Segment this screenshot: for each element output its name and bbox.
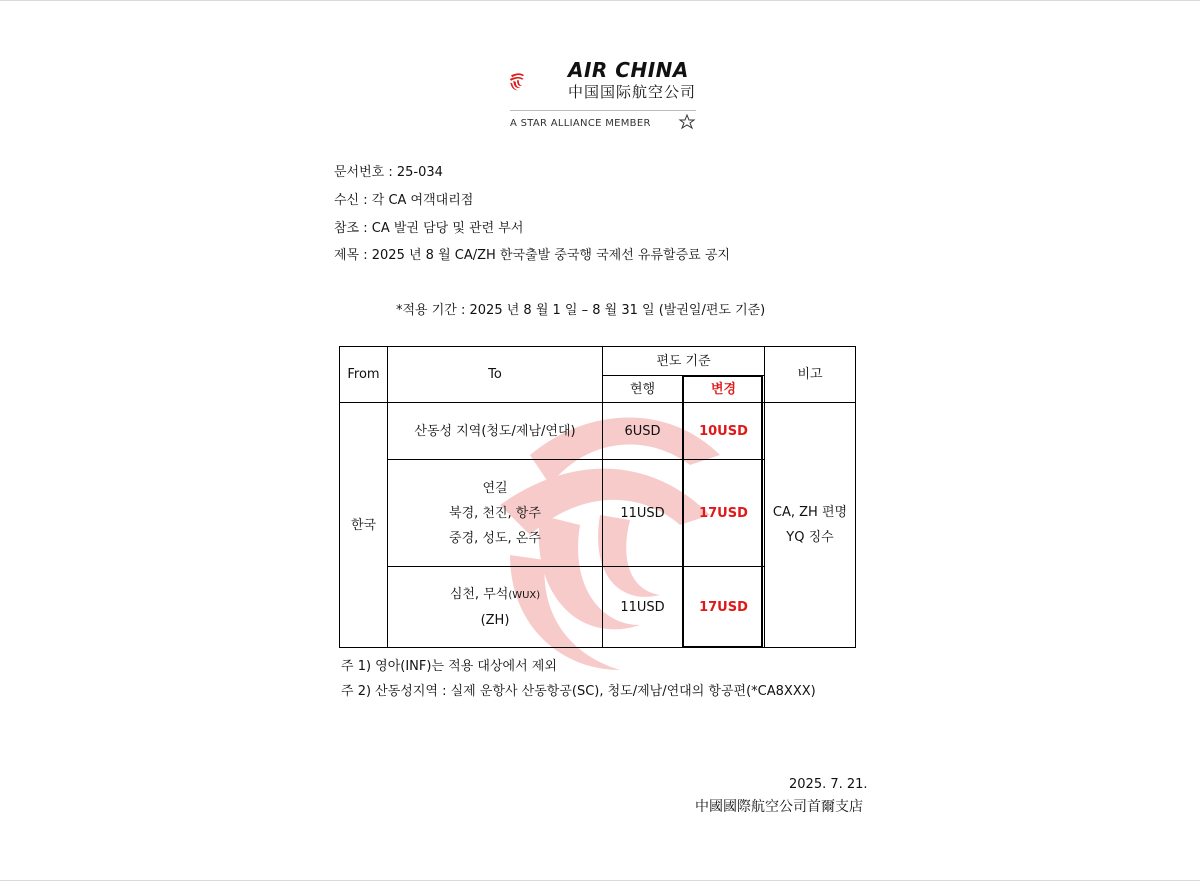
air-china-phoenix-logo bbox=[508, 52, 568, 112]
subject: 제목 : 2025 년 8 월 CA/ZH 한국출발 중국행 국제선 유류할증료 공지 bbox=[334, 248, 730, 263]
fare-current-shandong: 6USD bbox=[603, 403, 683, 460]
doc-number: 문서번호 : 25-034 bbox=[334, 165, 443, 180]
note-1: 주 1) 영아(INF)는 적용 대상에서 제외 bbox=[341, 659, 557, 674]
logo-wordmark-cn: 中国国际航空公司 bbox=[568, 83, 697, 101]
fare-changed-group-3: 17USD bbox=[683, 567, 765, 648]
dest-group-3 bbox=[388, 567, 603, 648]
origin-korea: 한국 bbox=[340, 403, 388, 648]
header-current: 현행 bbox=[603, 376, 683, 403]
fare-changed-group-2: 17USD bbox=[683, 460, 765, 567]
bottom-border bbox=[0, 880, 1200, 881]
recipient: 수신 : 각 CA 여객대리점 bbox=[334, 193, 474, 208]
note-2: 주 2) 산동성지역 : 실제 운항사 산동항공(SC), 청도/제남/연대의 항공편(*CA8XXX) bbox=[341, 684, 816, 699]
fare-current-group-2: 11USD bbox=[603, 460, 683, 567]
star-alliance-text: A STAR ALLIANCE MEMBER bbox=[510, 118, 651, 129]
header-to: To bbox=[388, 347, 603, 403]
dest-wux-code: (WUX) bbox=[508, 589, 541, 601]
dest-zh-carrier: (ZH) bbox=[480, 612, 510, 628]
dest-shandong: 산동성 지역(청도/제남/연대) bbox=[388, 403, 603, 460]
top-border bbox=[0, 0, 1200, 1]
remarks-cell bbox=[765, 403, 856, 648]
logo-wordmark-en: AIR CHINA bbox=[568, 58, 689, 82]
issuing-office: 中國國際航空公司首爾支店 bbox=[695, 799, 863, 815]
header-remarks: 비고 bbox=[765, 347, 856, 403]
reference: 참조 : CA 발권 담당 및 관련 부서 bbox=[334, 221, 524, 236]
issue-date: 2025. 7. 21. bbox=[789, 777, 868, 792]
dest-yanji: 연길 bbox=[482, 480, 508, 496]
dest-chongqing-chengdu-wenzhou: 중경, 성도, 온주 bbox=[449, 530, 541, 546]
header-changed: 변경 bbox=[683, 376, 765, 403]
dest-group-2 bbox=[388, 460, 603, 567]
remark-line-2: YQ 징수 bbox=[786, 530, 834, 545]
fare-current-group-3: 11USD bbox=[603, 567, 683, 648]
logo-divider bbox=[510, 110, 696, 111]
dest-shenzhen-wuxi: 심천, 무석 bbox=[449, 586, 509, 602]
application-period: *적용 기간 : 2025 년 8 월 1 일 – 8 월 31 일 (발권일/편도 기준) bbox=[396, 303, 766, 318]
fare-changed-shandong: 10USD bbox=[683, 403, 765, 460]
header-one-way-basis: 편도 기준 bbox=[603, 347, 765, 376]
remark-line-1: CA, ZH 편명 bbox=[772, 505, 848, 520]
star-alliance-icon bbox=[676, 114, 698, 130]
dest-beijing-tianjin-hangzhou: 북경, 천진, 항주 bbox=[449, 505, 541, 521]
header-from: From bbox=[340, 347, 388, 403]
fuel-surcharge-table bbox=[339, 346, 856, 648]
